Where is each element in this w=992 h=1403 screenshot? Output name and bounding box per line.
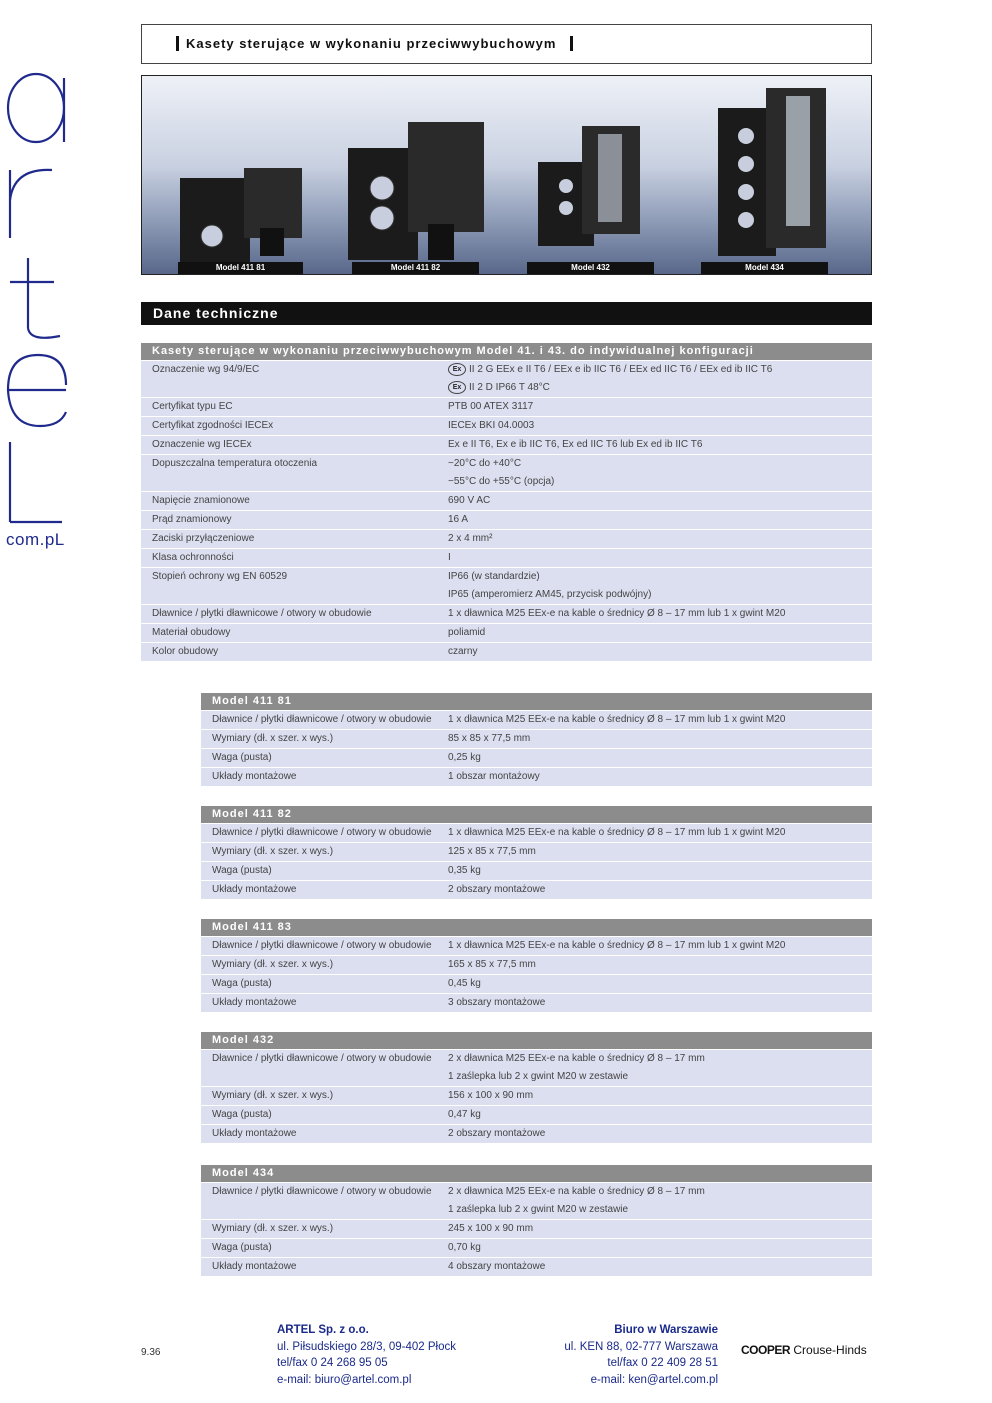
main-spec-table (141, 343, 872, 661)
row-value-text: Ex e II T6, Ex e ib IIC T6, Ex ed IIC T6 lub Ex ed ib IIC T6 (448, 439, 703, 450)
row-label: Dławnice / płytki dławnicowe / otwory w obudowie (201, 937, 437, 956)
row-value-text: 85 x 85 x 77,5 mm (448, 733, 531, 744)
office-street: ul. KEN 88, 02-777 Warszawa (564, 1340, 718, 1353)
row-value (437, 1220, 872, 1239)
row-label: Układy montażowe (201, 1125, 437, 1144)
table-row (201, 994, 872, 1013)
row-value-text: II 2 G EEx e II T6 / EEx e ib IIC T6 / EEx ed IIC T6 / EEx ed ib IIC T6 (469, 364, 773, 375)
row-label (141, 473, 437, 492)
cooper-logo-rest: Crouse-Hinds (793, 1343, 867, 1357)
row-value-text: 690 V AC (448, 495, 491, 506)
table-title: Kasety sterujące w wykonaniu przeciwwybuchowym Model 41. i 43. do indywidualnej konfiguracji (141, 343, 872, 361)
model-table (201, 919, 872, 1012)
row-value (437, 455, 872, 474)
photo-label-434: Model 434 (701, 262, 828, 274)
row-value (437, 398, 872, 417)
table-row (141, 605, 872, 624)
row-value-text: 0,70 kg (448, 1242, 481, 1253)
cooper-logo-bold: COOPER (741, 1343, 791, 1357)
row-value-text: 0,45 kg (448, 978, 481, 989)
row-label: Oznaczenie wg IECEx (141, 436, 437, 455)
row-label: Wymiary (dł. x szer. x wys.) (201, 956, 437, 975)
table-row (201, 749, 872, 768)
model-table (201, 806, 872, 899)
artel-logo (0, 70, 80, 550)
table-header-row (141, 343, 872, 361)
row-value-text: 1 x dławnica M25 EEx-e na kable o średnicy Ø 8 – 17 mm lub 1 x gwint M20 (448, 608, 786, 619)
ex-mark-icon: Ex (448, 381, 466, 394)
table-row (141, 530, 872, 549)
row-value (437, 1258, 872, 1277)
row-value-text: czarny (448, 646, 478, 657)
table-header-row (201, 1032, 872, 1050)
row-value (437, 711, 872, 730)
table-row (201, 1106, 872, 1125)
row-label: Certyfikat typu EC (141, 398, 437, 417)
artel-logo-domain: com.pL (6, 530, 65, 549)
table-row (201, 824, 872, 843)
table-title: Model 411 82 (201, 806, 872, 824)
row-label: Wymiary (dł. x szer. x wys.) (201, 730, 437, 749)
row-value-text: 2 obszary montażowe (448, 1128, 546, 1139)
row-label: Układy montażowe (201, 1258, 437, 1277)
table-row (201, 1201, 872, 1220)
table-title: Model 411 83 (201, 919, 872, 937)
row-label: Wymiary (dł. x szer. x wys.) (201, 843, 437, 862)
row-value (437, 862, 872, 881)
row-value-text: 1 x dławnica M25 EEx-e na kable o średnicy Ø 8 – 17 mm lub 1 x gwint M20 (448, 940, 786, 951)
row-label: Wymiary (dł. x szer. x wys.) (201, 1220, 437, 1239)
row-value (437, 956, 872, 975)
row-label: Oznaczenie wg 94/9/EC (141, 361, 437, 380)
row-value (437, 361, 872, 380)
office-email[interactable]: e-mail: ken@artel.com.pl (590, 1373, 718, 1386)
row-value-text: 2 x dławnica M25 EEx-e na kable o średnicy Ø 8 – 17 mm (448, 1053, 705, 1064)
table-row (141, 361, 872, 380)
row-label: Certyfikat zgodności IECEx (141, 417, 437, 436)
company-street: ul. Piłsudskiego 28/3, 09-402 Płock (277, 1340, 456, 1353)
table-header-row (201, 693, 872, 711)
row-label: Dławnice / płytki dławnicowe / otwory w obudowie (201, 824, 437, 843)
row-value (437, 1050, 872, 1069)
row-value-text: 156 x 100 x 90 mm (448, 1090, 534, 1101)
table-row (201, 862, 872, 881)
row-value-text: 165 x 85 x 77,5 mm (448, 959, 536, 970)
ex-mark-icon: Ex (448, 363, 466, 376)
table-row (201, 1239, 872, 1258)
photo-label-411-82: Model 411 82 (352, 262, 479, 274)
row-value (437, 624, 872, 643)
row-value (437, 1239, 872, 1258)
row-value-text: 1 obszar montażowy (448, 771, 540, 782)
table-row (141, 643, 872, 662)
table-row (201, 881, 872, 900)
office-name: Biuro w Warszawie (614, 1324, 718, 1336)
header-right-bar (570, 36, 573, 51)
row-label (141, 379, 437, 398)
row-value-text: 16 A (448, 514, 469, 525)
page-title: Kasety sterujące w wykonaniu przeciwwybuchowym (186, 36, 557, 51)
row-value (437, 549, 872, 568)
row-value-text: poliamid (448, 627, 486, 638)
row-value-text: 245 x 100 x 90 mm (448, 1223, 534, 1234)
photo-label-411-81: Model 411 81 (178, 262, 303, 274)
row-value-text: 1 zaślepka lub 2 x gwint M20 w zestawie (448, 1204, 629, 1215)
table-row (201, 768, 872, 787)
page-number: 9.36 (141, 1347, 161, 1358)
row-label: Waga (pusta) (201, 1106, 437, 1125)
row-value (437, 937, 872, 956)
row-value (437, 473, 872, 492)
row-label: Materiał obudowy (141, 624, 437, 643)
row-label: Waga (pusta) (201, 1239, 437, 1258)
row-value (437, 824, 872, 843)
row-value (437, 1087, 872, 1106)
model-table (201, 1165, 872, 1276)
row-value-text: IP66 (w standardzie) (448, 571, 540, 582)
table-row (141, 398, 872, 417)
table-row (201, 1183, 872, 1202)
table-row (201, 937, 872, 956)
row-label: Dławnice / płytki dławnicowe / otwory w obudowie (141, 605, 437, 624)
table-row (141, 436, 872, 455)
model-table (201, 1032, 872, 1143)
table-row (141, 549, 872, 568)
table-row (201, 1125, 872, 1144)
company-address (277, 1322, 456, 1388)
row-value (437, 379, 872, 398)
row-label: Dławnice / płytki dławnicowe / otwory w obudowie (201, 1050, 437, 1069)
office-address (540, 1322, 718, 1388)
row-value (437, 436, 872, 455)
row-value-text: 2 obszary montażowe (448, 884, 546, 895)
row-value (437, 417, 872, 436)
table-row (141, 379, 872, 398)
table-row (141, 492, 872, 511)
row-label: Układy montażowe (201, 881, 437, 900)
table-row (141, 473, 872, 492)
row-value (437, 530, 872, 549)
table-row (141, 586, 872, 605)
row-label: Dławnice / płytki dławnicowe / otwory w obudowie (201, 711, 437, 730)
row-value-text: 1 zaślepka lub 2 x gwint M20 w zestawie (448, 1071, 629, 1082)
table-row (141, 624, 872, 643)
row-value-text: 4 obszary montażowe (448, 1261, 546, 1272)
row-label (141, 586, 437, 605)
table-row (201, 730, 872, 749)
photo-label-432: Model 432 (527, 262, 654, 274)
row-value (437, 768, 872, 787)
table-row (201, 956, 872, 975)
row-value (437, 492, 872, 511)
table-row (201, 843, 872, 862)
row-value (437, 1183, 872, 1202)
table-row (141, 455, 872, 474)
row-label: Wymiary (dł. x szer. x wys.) (201, 1087, 437, 1106)
table-row (201, 1050, 872, 1069)
row-label: Waga (pusta) (201, 975, 437, 994)
table-row (201, 1220, 872, 1239)
office-phone: tel/fax 0 22 409 28 51 (607, 1357, 718, 1369)
row-label: Waga (pusta) (201, 862, 437, 881)
row-value-text: 1 x dławnica M25 EEx-e na kable o średnicy Ø 8 – 17 mm lub 1 x gwint M20 (448, 714, 786, 725)
row-value (437, 605, 872, 624)
row-value-text: 0,47 kg (448, 1109, 481, 1120)
artel-logo-letters (0, 70, 80, 530)
row-value-text: PTB 00 ATEX 3117 (448, 401, 534, 412)
table-title: Model 411 81 (201, 693, 872, 711)
row-label: Dopuszczalna temperatura otoczenia (141, 455, 437, 474)
row-value-text: 0,25 kg (448, 752, 481, 763)
row-value-text: IECEx BKI 04.0003 (448, 420, 535, 431)
table-header-row (201, 806, 872, 824)
company-name: ARTEL Sp. z o.o. (277, 1324, 369, 1336)
page-header (141, 24, 872, 64)
row-label (201, 1068, 437, 1087)
row-label: Zaciski przyłączeniowe (141, 530, 437, 549)
product-photo (141, 75, 872, 275)
section-title: Dane techniczne (141, 302, 872, 325)
row-label: Układy montażowe (201, 768, 437, 787)
row-value (437, 730, 872, 749)
row-value-text: −55°C do +55°C (opcja) (448, 476, 555, 487)
model-table (201, 693, 872, 786)
row-value (437, 975, 872, 994)
row-value (437, 1068, 872, 1087)
table-row (141, 417, 872, 436)
row-value (437, 1125, 872, 1144)
company-email[interactable]: e-mail: biuro@artel.com.pl (277, 1373, 412, 1386)
row-value (437, 994, 872, 1013)
table-row (201, 1258, 872, 1277)
row-value-text: II 2 D IP66 T 48°C (469, 382, 550, 393)
row-value-text: IP65 (amperomierz AM45, przycisk podwójny) (448, 589, 652, 600)
table-row (201, 711, 872, 730)
row-value (437, 1106, 872, 1125)
table-header-row (201, 1165, 872, 1183)
cooper-logo (741, 1343, 867, 1357)
row-value (437, 511, 872, 530)
row-label: Waga (pusta) (201, 749, 437, 768)
table-row (201, 1068, 872, 1087)
row-value (437, 881, 872, 900)
table-row (201, 975, 872, 994)
table-title: Model 434 (201, 1165, 872, 1183)
row-value-text: I (448, 552, 451, 563)
product-photo-drawing (142, 76, 871, 274)
row-value-text: −20°C do +40°C (448, 458, 522, 469)
table-header-row (201, 919, 872, 937)
row-label: Układy montażowe (201, 994, 437, 1013)
table-title: Model 432 (201, 1032, 872, 1050)
row-value-text: 125 x 85 x 77,5 mm (448, 846, 536, 857)
row-label: Kolor obudowy (141, 643, 437, 662)
row-label: Klasa ochronności (141, 549, 437, 568)
row-value (437, 1201, 872, 1220)
row-value-text: 3 obszary montażowe (448, 997, 546, 1008)
row-value (437, 568, 872, 587)
row-value-text: 2 x 4 mm² (448, 533, 493, 544)
row-value (437, 586, 872, 605)
company-phone: tel/fax 0 24 268 95 05 (277, 1357, 388, 1369)
row-label (201, 1201, 437, 1220)
table-row (201, 1087, 872, 1106)
row-label: Dławnice / płytki dławnicowe / otwory w obudowie (201, 1183, 437, 1202)
row-value (437, 749, 872, 768)
row-value (437, 843, 872, 862)
row-value (437, 643, 872, 662)
row-label: Prąd znamionowy (141, 511, 437, 530)
header-left-bar (176, 36, 179, 51)
table-row (141, 568, 872, 587)
row-label: Napięcie znamionowe (141, 492, 437, 511)
row-value-text: 2 x dławnica M25 EEx-e na kable o średnicy Ø 8 – 17 mm (448, 1186, 705, 1197)
table-row (141, 511, 872, 530)
row-label: Stopień ochrony wg EN 60529 (141, 568, 437, 587)
row-value-text: 0,35 kg (448, 865, 481, 876)
row-value-text: 1 x dławnica M25 EEx-e na kable o średnicy Ø 8 – 17 mm lub 1 x gwint M20 (448, 827, 786, 838)
